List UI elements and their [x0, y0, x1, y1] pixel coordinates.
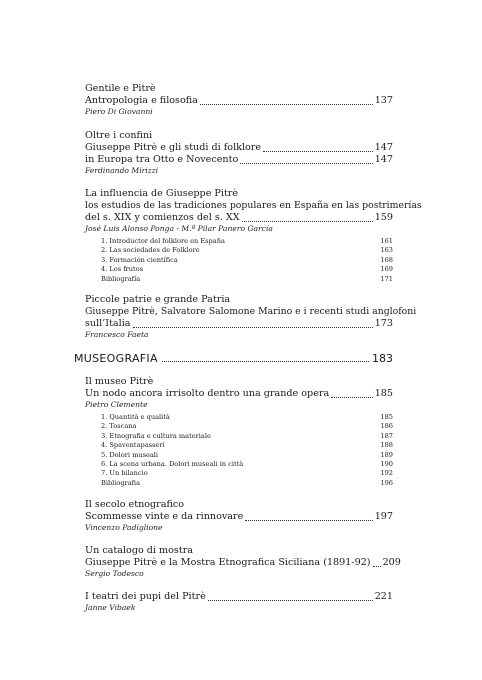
page-number: 185	[380, 413, 393, 421]
entry-title: Gentile e Pitrè	[85, 83, 156, 94]
entry-line[interactable]	[85, 511, 393, 523]
entry-author: Vincenzo Padiglione	[85, 523, 163, 532]
subsection-label: 4. Los frutos	[101, 265, 144, 274]
page-number: 187	[380, 431, 393, 440]
page-number: 197	[374, 511, 393, 522]
subsection-item[interactable]	[101, 479, 393, 488]
entry-subtitle: los estudios de las tradiciones populares en España en las postrimerías	[85, 200, 422, 211]
entry-line-text: in Europa tra Otto e Novecento	[85, 154, 239, 165]
subsection-label: 5. Dolori museali	[101, 450, 159, 459]
subsection-label: 4. Spaventapasseri	[101, 441, 165, 450]
entry-line-text: sull’Italia	[85, 318, 131, 329]
entry-author: Francesco Faeta	[85, 330, 149, 339]
entry-author: Pietro Clemente	[85, 400, 148, 409]
dot-leader	[263, 151, 373, 152]
entry-line-text: del s. XIX y comienzos del s. XX	[85, 212, 240, 223]
entry-line[interactable]	[85, 318, 393, 330]
page-number: 137	[374, 95, 393, 106]
page-number: 183	[372, 352, 393, 365]
entry-title: Il museo Pitrè	[85, 376, 154, 387]
toc-entry	[85, 499, 393, 533]
dot-leader	[208, 600, 373, 601]
entry-line-text: Scommesse vinte e da rinnovare	[85, 511, 244, 522]
subsection-item[interactable]	[101, 469, 393, 478]
toc-entry	[85, 376, 393, 488]
page-number: 147	[374, 154, 393, 165]
page-number: 190	[380, 460, 393, 469]
entry-line[interactable]	[85, 557, 401, 569]
dot-leader	[240, 163, 372, 164]
subsection-label: 1. Quantità e qualità	[101, 413, 170, 421]
toc-entry	[85, 130, 393, 176]
page-number: 192	[380, 469, 393, 478]
subsection-label: 6. La scena urbana. Dolori museali in città	[101, 460, 244, 469]
page-number: 186	[380, 422, 393, 431]
subsection-item[interactable]	[101, 275, 393, 284]
subsection-item[interactable]	[101, 246, 393, 255]
entry-line[interactable]	[85, 591, 393, 603]
page-number: 168	[380, 255, 393, 264]
dot-leader	[245, 520, 372, 521]
page-number: 209	[382, 557, 401, 568]
section-heading[interactable]	[74, 352, 393, 365]
page-number: 163	[380, 246, 393, 255]
page-number: 159	[374, 212, 393, 223]
page-number: 189	[380, 450, 393, 459]
page-number: 188	[380, 441, 393, 450]
subsection-label: 3. Formación científica	[101, 255, 178, 264]
subsection-label: 3. Etnografia e cultura materiale	[101, 431, 211, 440]
subsection-label: 2. Las sociedades de Folklore	[101, 246, 200, 255]
subsection-item[interactable]	[101, 441, 393, 450]
toc-entry	[85, 294, 417, 340]
dot-leader	[373, 566, 381, 567]
subsection-list	[101, 237, 393, 284]
entry-line-text: Un nodo ancora irrisolto dentro una grande opera	[85, 388, 330, 399]
subsection-item[interactable]	[101, 422, 393, 431]
page-number: 185	[374, 388, 393, 399]
page-number: 161	[380, 237, 393, 245]
entry-subtitle: Giuseppe Pitrè, Salvatore Salomone Marino e i recenti studi anglofoni	[85, 306, 417, 317]
entry-title: Oltre i confini	[85, 130, 153, 141]
entry-author: Sergio Todesco	[85, 569, 144, 578]
subsection-item[interactable]	[101, 432, 393, 441]
page-number: 147	[374, 142, 393, 153]
subsection-label: Bibliografía	[101, 274, 141, 283]
entry-author: Ferdinando Mirizzi	[85, 166, 159, 175]
subsection-item[interactable]	[101, 451, 393, 460]
subsection-item[interactable]	[101, 460, 393, 469]
entry-author: Janne Vibaek	[85, 603, 136, 612]
dot-leader	[331, 397, 373, 398]
page-number: 221	[374, 591, 393, 602]
page-number: 173	[374, 318, 393, 329]
toc-entry	[85, 591, 393, 613]
page-number: 169	[380, 265, 393, 274]
subsection-list	[101, 413, 393, 488]
dot-leader	[242, 221, 373, 222]
subsection-label: 2. Toscana	[101, 422, 137, 431]
entry-title: Un catalogo di mostra	[85, 545, 194, 556]
page-number: 171	[380, 274, 393, 283]
entry-line-text: Giuseppe Pitrè e gli studi di folklore	[85, 142, 262, 153]
entry-line[interactable]	[85, 154, 393, 166]
toc-entry	[85, 188, 422, 284]
subsection-label: 7. Un bilancio	[101, 469, 148, 478]
entry-author: José Luis Alonso Ponga - M.ª Pilar Panero García	[85, 224, 273, 233]
dot-leader	[162, 361, 369, 362]
entry-line[interactable]	[85, 142, 393, 154]
entry-line[interactable]	[85, 212, 393, 224]
dot-leader	[133, 327, 373, 328]
dot-leader	[200, 104, 373, 105]
subsection-label: Bibliografia	[101, 478, 140, 487]
subsection-item[interactable]	[101, 413, 393, 422]
entry-line-text: Antropologia e filosofia	[85, 95, 198, 106]
entry-line-text: Giuseppe Pitrè e la Mostra Etnografica Siciliana (1891-92)	[85, 557, 371, 568]
subsection-item[interactable]	[101, 237, 393, 246]
section-title: MUSEOGRAFIA	[74, 352, 158, 365]
entry-line[interactable]	[85, 95, 393, 107]
subsection-item[interactable]	[101, 265, 393, 274]
entry-line[interactable]	[85, 388, 393, 400]
entry-author: Piero Di Giovanni	[85, 107, 153, 116]
entry-title: La influencia de Giuseppe Pitrè	[85, 188, 239, 199]
entry-line-text: I teatri dei pupi del Pitrè	[85, 591, 206, 602]
page-number: 196	[380, 478, 393, 487]
toc-entry	[85, 545, 401, 579]
subsection-label: 1. Introductor del folklore en España	[101, 237, 225, 245]
subsection-item[interactable]	[101, 256, 393, 265]
entry-title: Piccole patrie e grande Patria	[85, 294, 231, 305]
toc-entry	[85, 83, 393, 117]
entry-title: Il secolo etnografico	[85, 499, 185, 510]
